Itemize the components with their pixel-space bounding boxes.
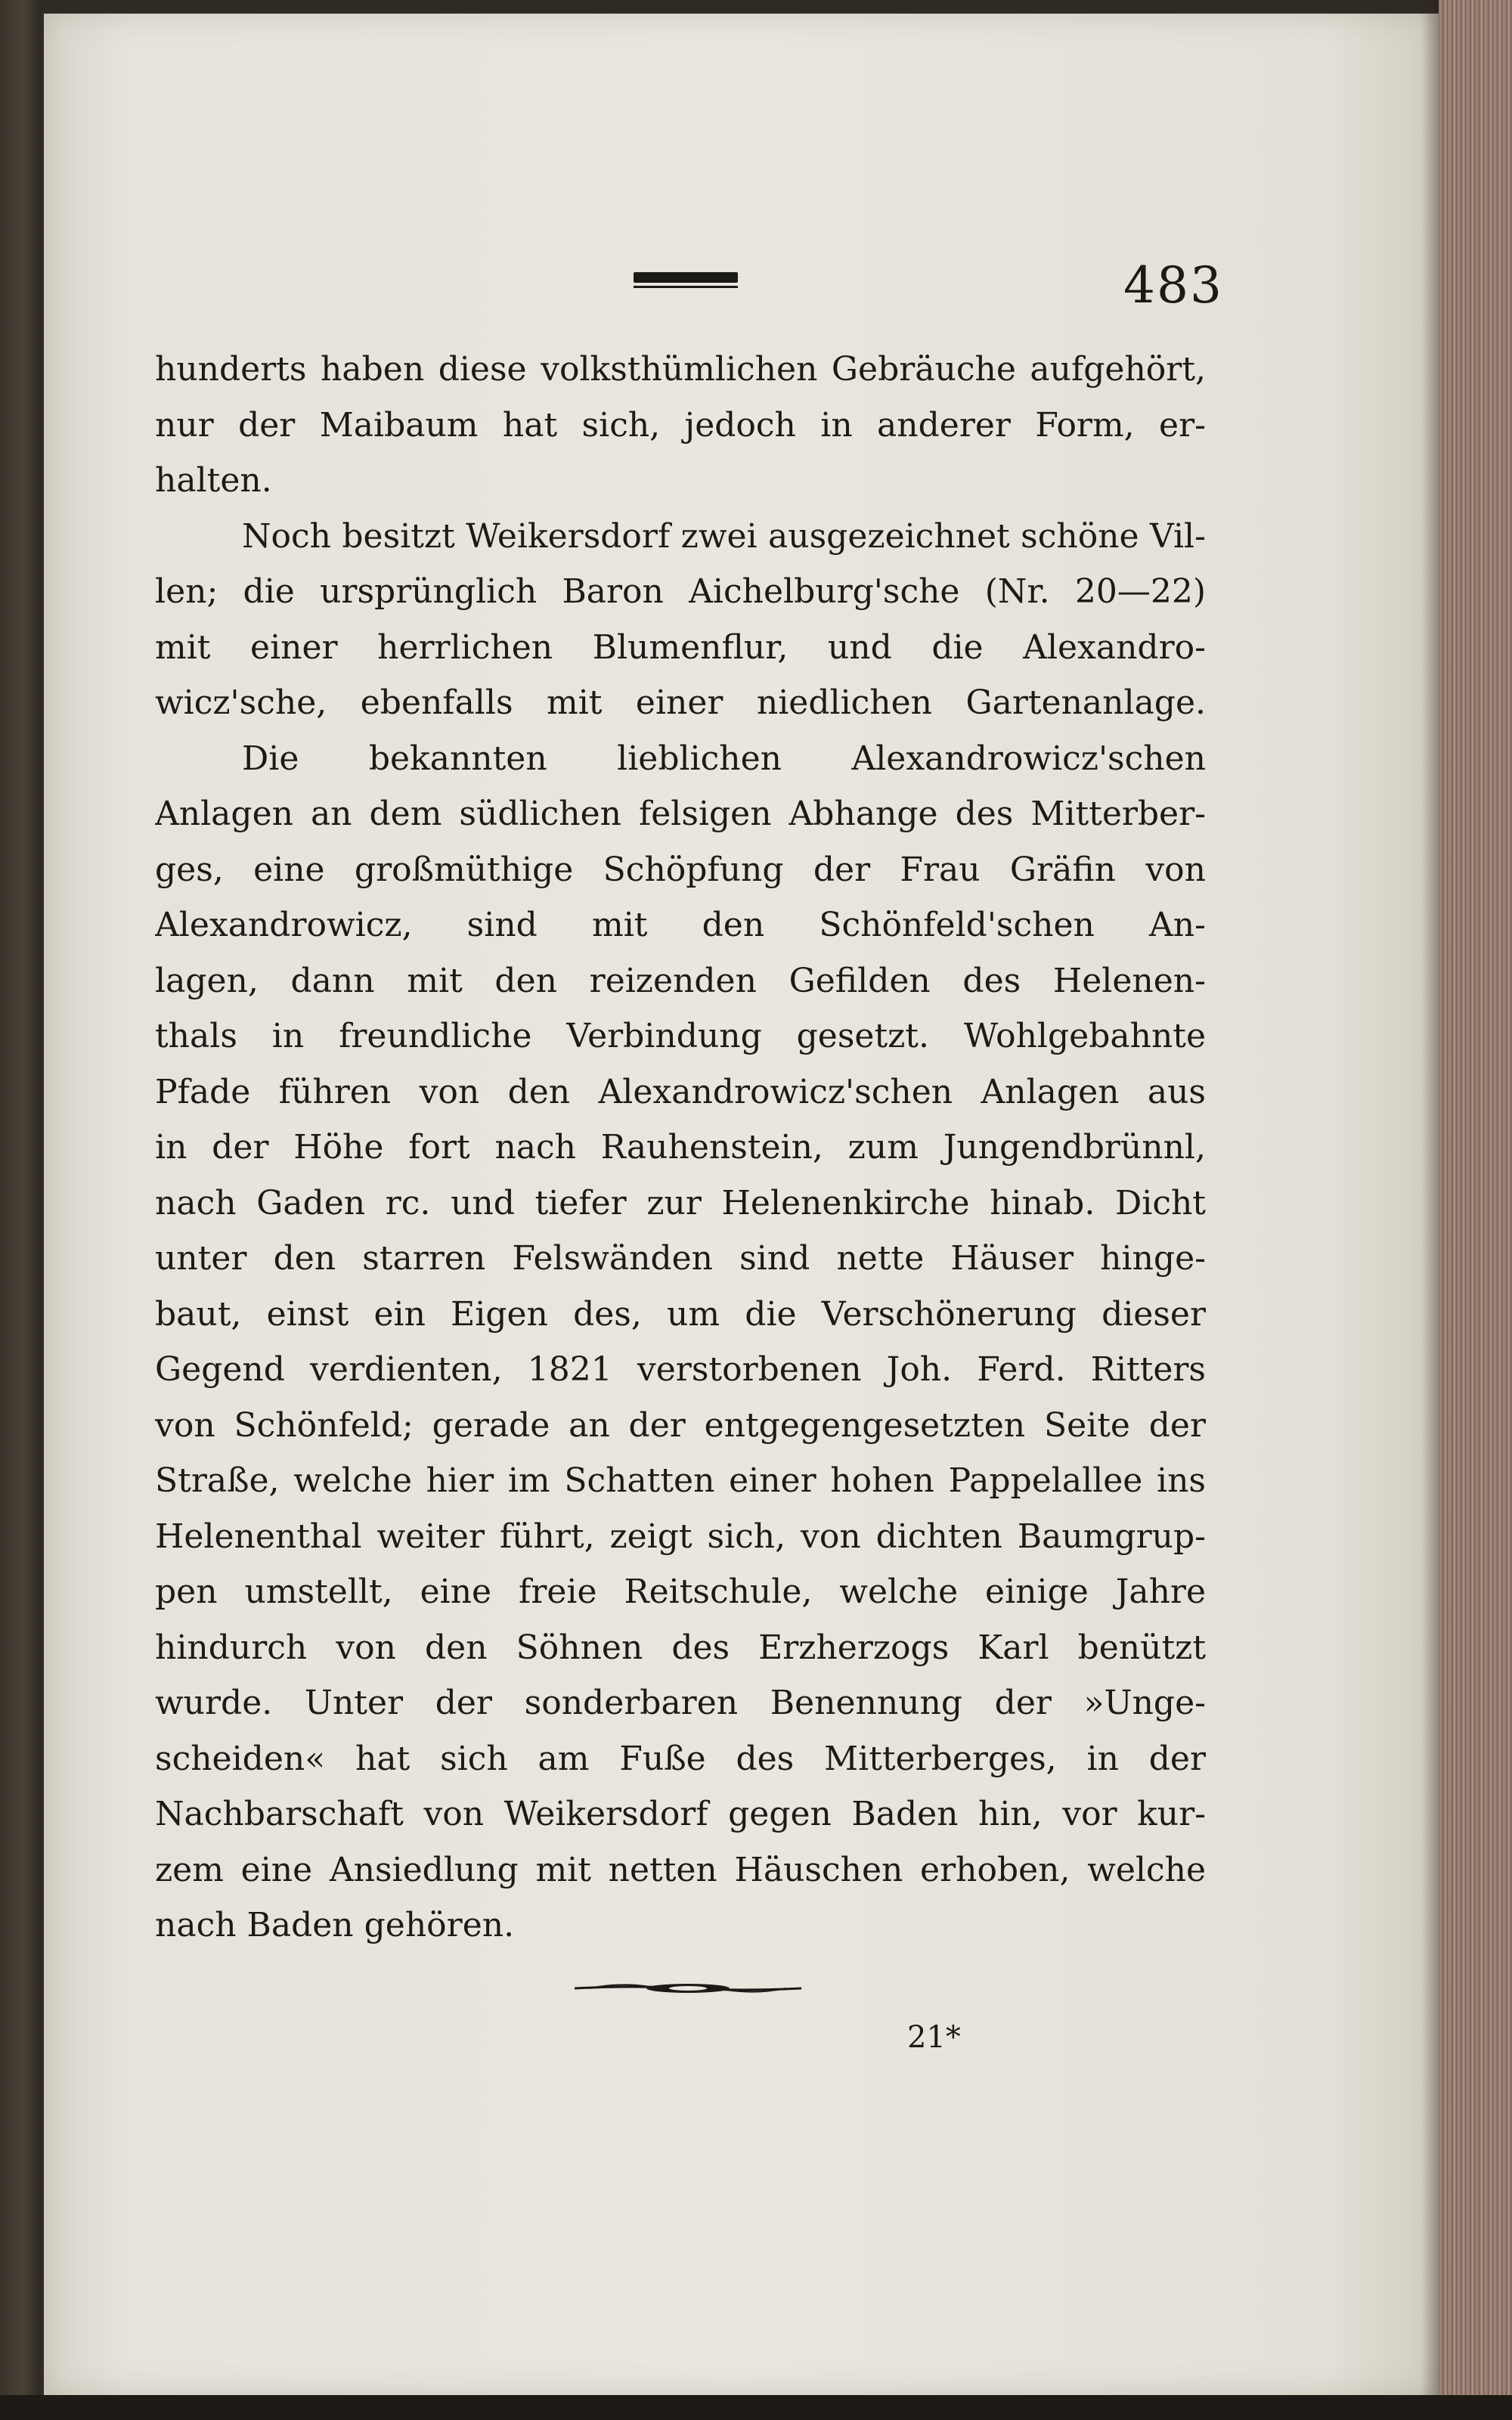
text-line: baut, einst ein Eigen des, um die Verschönerung dieser xyxy=(155,1294,1206,1334)
text-line: len; die ursprünglich Baron Aichelburg'sche (Nr. 20—22) xyxy=(155,572,1206,611)
text-line: Alexandrowicz, sind mit den Schönfeld'schen An- xyxy=(155,906,1206,944)
text-line: Anlagen an dem südlichen felsigen Abhange des Mitterber- xyxy=(155,795,1206,833)
page-number: 483 xyxy=(1123,256,1223,315)
end-ornament xyxy=(575,1973,801,2003)
text-line: Noch besitzt Weikersdorf zwei ausgezeichnet schöne Vil- xyxy=(242,516,1206,556)
text-line: hindurch von den Söhnen des Erzherzogs Karl benützt xyxy=(155,1628,1206,1667)
text-line: unter den starren Felswänden sind nette Häuser hinge- xyxy=(155,1239,1206,1278)
scan-bottom-border xyxy=(0,2395,1512,2420)
header-rule xyxy=(634,272,738,283)
text-line: pen umstellt, eine freie Reitschule, welche einige Jahre xyxy=(155,1573,1206,1611)
page-stack-edge xyxy=(1439,0,1512,2420)
text-line: Die bekannten lieblichen Alexandrowicz'schen xyxy=(242,739,1206,778)
text-line: wurde. Unter der sonderbaren Benennung der »Unge- xyxy=(155,1684,1206,1722)
text-line: Helenenthal weiter führt, zeigt sich, von dichten Baumgrup- xyxy=(155,1517,1206,1556)
body-text xyxy=(155,342,1206,1954)
text-line: nur der Maibaum hat sich, jedoch in anderer Form, er- xyxy=(155,405,1206,445)
signature-mark: 21* xyxy=(907,2020,961,2055)
text-line: lagen, dann mit den reizenden Gefilden des Helenen- xyxy=(155,961,1206,1000)
text-line: thals in freundliche Verbindung gesetzt. Wohlgebahnte xyxy=(155,1017,1206,1055)
text-line: nach Gaden rc. und tiefer zur Helenenkirche hinab. Dicht xyxy=(155,1183,1206,1222)
text-line: halten. xyxy=(155,461,272,500)
text-line: nach Baden gehören. xyxy=(155,1906,515,1944)
text-line: wicz'sche, ebenfalls mit einer niedlichen Gartenanlage. xyxy=(155,683,1206,722)
text-line: zem eine Ansiedlung mit netten Häuschen erhoben, welche xyxy=(155,1850,1206,1889)
text-line: ges, eine großmüthige Schöpfung der Frau Gräfin von xyxy=(155,850,1206,889)
text-line: Gegend verdienten, 1821 verstorbenen Joh. Ferd. Ritters xyxy=(155,1350,1206,1389)
text-line: Nachbarschaft von Weikersdorf gegen Baden hin, vor kur- xyxy=(155,1795,1206,1833)
text-line: von Schönfeld; gerade an der entgegengesetzten Seite der xyxy=(155,1405,1206,1445)
text-line: in der Höhe fort nach Rauhenstein, zum Jungendbrünnl, xyxy=(155,1128,1206,1167)
text-line: Straße, welche hier im Schatten einer hohen Pappelallee ins xyxy=(155,1461,1206,1500)
text-line: hunderts haben diese volksthümlichen Gebräuche aufgehört, xyxy=(155,350,1206,389)
text-line: mit einer herrlichen Blumenflur, und die Alexandro- xyxy=(155,627,1206,667)
text-line: scheiden« hat sich am Fuße des Mitterberges, in der xyxy=(155,1739,1206,1778)
text-line: Pfade führen von den Alexandrowicz'schen Anlagen aus xyxy=(155,1072,1206,1111)
